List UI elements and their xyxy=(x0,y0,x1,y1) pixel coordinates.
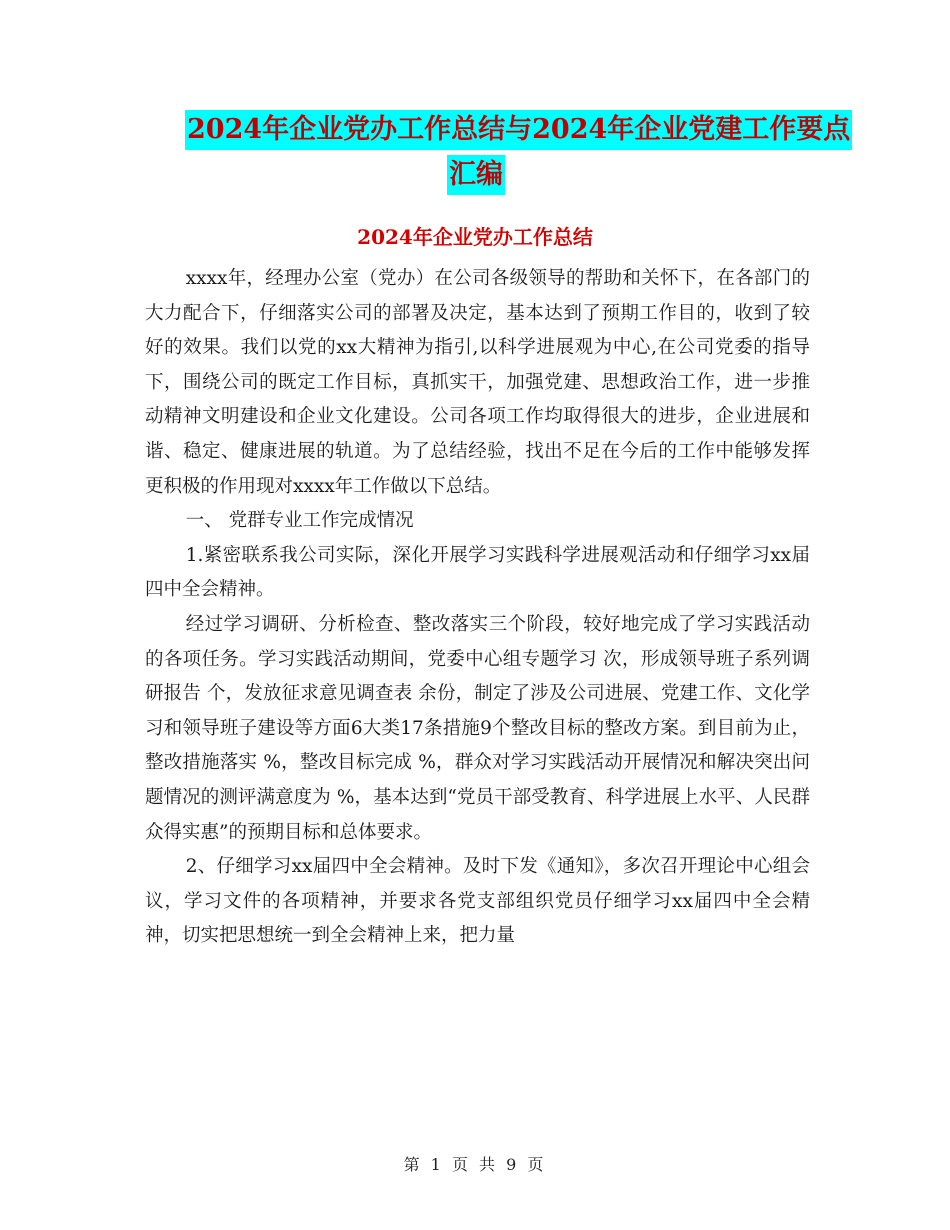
section-subtitle: 2024年企业党办工作总结 xyxy=(357,225,593,249)
title-line-2: 汇编 xyxy=(447,155,505,195)
paragraph-intro: xxxx年，经理办公室（党办）在公司各级领导的帮助和关怀下，在各部门的大力配合下，仔细落实公司的部署及决定，基本达到了预期工作目的，收到了较好的效果。我们以党的xx大精神为指引,以科学进展观为中心,在公司党委的指导下，围绕公司的既定工作目标，真抓实干，加强党建、思想政治工作，进一步推动精神文明建设和企业文化建设。公司各项工作均取得很大的进步，企业进展和谐、稳定、健康进展的轨道。为了总结经验，找出不足在今后的工作中能够发挥更积极的作用现对xxxx年工作做以下总结。 xyxy=(145,268,810,497)
body-text xyxy=(145,262,810,954)
paragraph-item-1-detail: 经过学习调研、分析检查、整改落实三个阶段，较好地完成了学习实践活动的各项任务。学习实践活动期间，党委中心组专题学习 次，形成领导班子系列调研报告 个，发放征求意见调查表 余份，制定了涉及公司进展、党建工作、文化学习和领导班子建设等方面6大类17条措施9个整改目标的整改方案。到目前为止，整改措施落实 %，整改目标完成 %，群众对学习实践活动开展情况和解决突出问题情况的测评满意度为 %，基本达到“党员干部受教育、科学进展上水平、人民群众得实惠”的预期目标和总体要求。 xyxy=(145,613,810,843)
page-footer: 第 1 页 共 9 页 xyxy=(403,1155,547,1174)
paragraph-item-1: 1.紧密联系我公司实际，深化开展学习实践科学进展观活动和仔细学习xx届四中全会精神。 xyxy=(145,544,810,601)
title-line-1: 2024年企业党办工作总结与2024年企业党建工作要点 xyxy=(185,110,852,150)
paragraph-heading-1: 一、 党群专业工作完成情况 xyxy=(185,510,414,532)
paragraph-item-2: 2、仔细学习xx届四中全会精神。及时下发《通知》，多次召开理论中心组会议，学习文件的各项精神，并要求各党支部组织党员仔细学习xx届四中全会精神，切实把思想统一到全会精神上来，把力量 xyxy=(145,856,810,947)
